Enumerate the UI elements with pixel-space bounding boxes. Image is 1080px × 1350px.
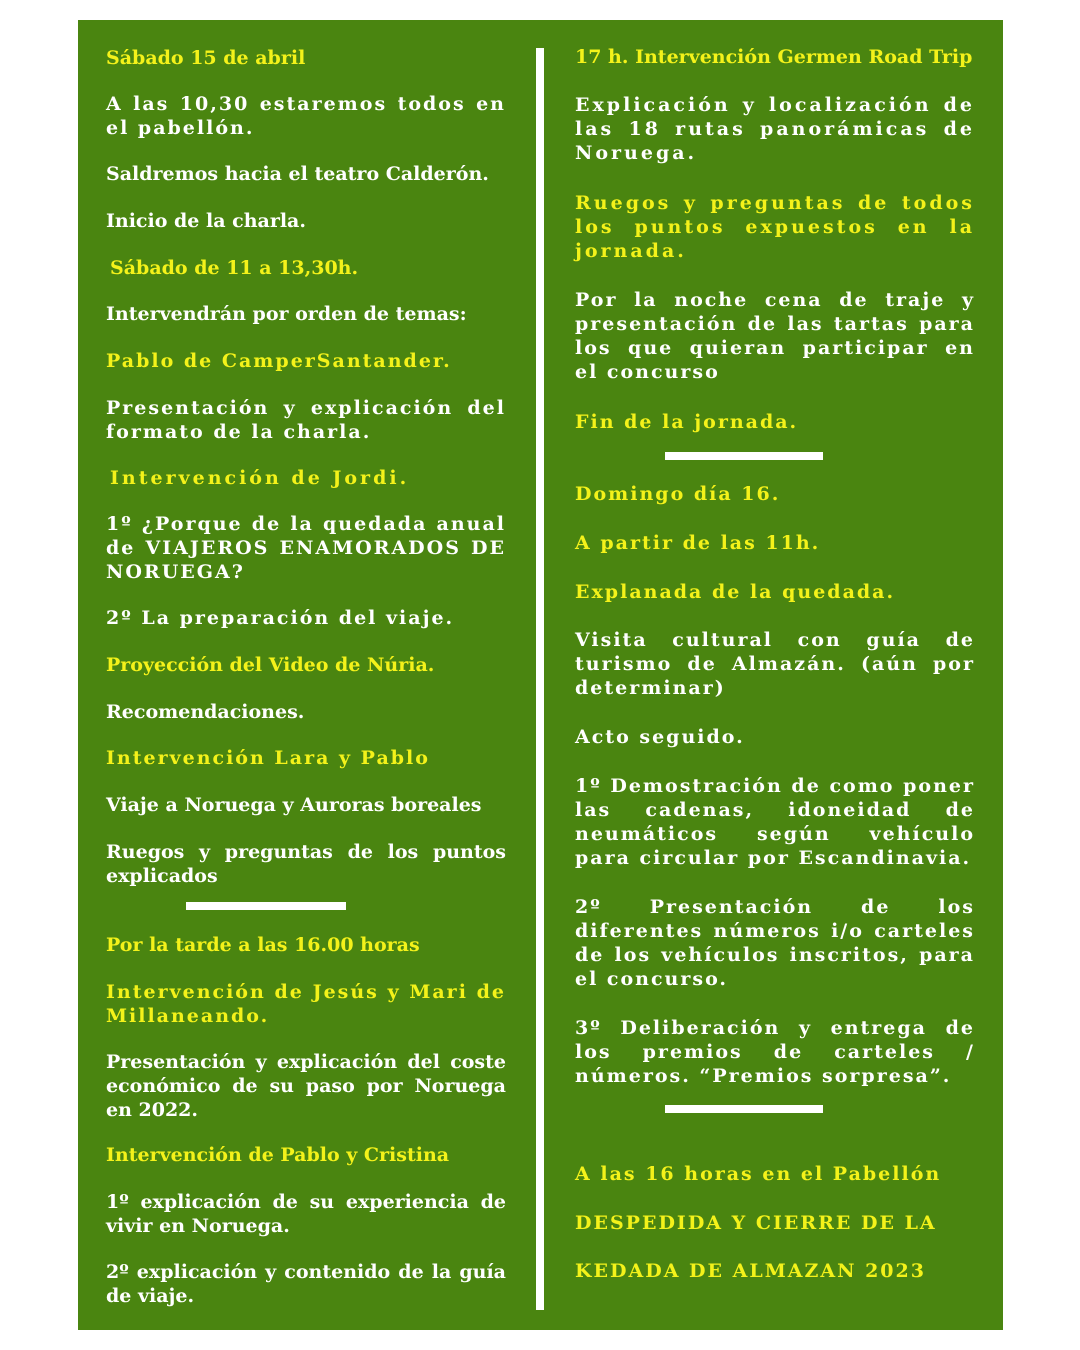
- afternoon-heading: Por la tarde a las 16.00 horas: [106, 934, 420, 956]
- germen-road-trip: 17 h. Intervención Germen Road Trip: [575, 46, 973, 68]
- aurora-trip: Viaje a Noruega y Auroras boreales: [106, 794, 482, 816]
- cost-presentation: Presentación y explicación del coste económico de su paso por Noruega en 2022.: [106, 1051, 506, 1121]
- saturday-heading: Sábado 15 de abril: [106, 47, 306, 69]
- farewell-time: A las 16 horas en el Pabellón: [575, 1163, 942, 1185]
- speaker-lara-pablo: Intervención Lara y Pablo: [106, 747, 430, 769]
- farewell-title: DESPEDIDA Y CIERRE DE LA: [575, 1212, 937, 1234]
- theatre-walk: Saldremos hacia el teatro Calderón.: [106, 163, 489, 185]
- column-divider: [536, 48, 544, 1310]
- speaker-millaneando: Intervención de Jesús y Mari de Millaneando.: [106, 981, 506, 1027]
- speakers-intro: Intervendrán por orden de temas:: [106, 303, 467, 325]
- panoramic-routes: Explicación y localización de las 18 rutas panorámicas de Noruega.: [575, 94, 975, 164]
- trip-preparation: 2º La preparación del viaje.: [106, 607, 455, 629]
- annual-meetup-question: 1º ¿Porque de la quedada anual de VIAJEROS ENAMORADOS DE NORUEGA?: [106, 513, 506, 583]
- speaker-pablo-cristina: Intervención de Pablo y Cristina: [106, 1144, 450, 1166]
- recommendations: Recomendaciones.: [106, 701, 305, 723]
- talk-start: Inicio de la charla.: [106, 210, 306, 232]
- sunday-start-time: A partir de las 11h.: [575, 532, 821, 554]
- next-up: Acto seguido.: [575, 726, 745, 748]
- sunday-heading: Domingo día 16.: [575, 483, 781, 505]
- program-panel: [78, 20, 1003, 1330]
- living-in-norway: 1º explicación de su experiencia de vivir en Noruega.: [106, 1191, 506, 1237]
- section-separator: [186, 902, 346, 910]
- vehicle-signs: 2º Presentación de los diferentes números i/o carteles de los vehículos inscritos, para el concurso.: [575, 896, 975, 990]
- end-of-day: Fin de la jornada.: [575, 411, 799, 433]
- meetup-esplanade: Explanada de la quedada.: [575, 581, 896, 603]
- travel-guide: 2º explicación y contenido de la guía de viaje.: [106, 1261, 506, 1307]
- chains-demo: 1º Demostración de como poner las cadenas, idoneidad de neumáticos según vehículo para circular por Escandinavia.: [575, 775, 975, 869]
- section-separator-right: [665, 452, 823, 460]
- video-projection: Proyección del Video de Núria.: [106, 654, 435, 676]
- questions-explained: Ruegos y preguntas de los puntos explicados: [106, 841, 506, 887]
- awards: 3º Deliberación y entrega de los premios de carteles / números. “Premios sorpresa”.: [575, 1017, 975, 1087]
- event-name: KEDADA DE ALMAZAN 2023: [575, 1260, 926, 1282]
- speaker-campersantander: Pablo de CamperSantander.: [106, 350, 452, 372]
- saturday-morning-heading: Sábado de 11 a 13,30h.: [110, 257, 359, 279]
- cultural-visit: Visita cultural con guía de turismo de Almazán. (aún por determinar): [575, 629, 975, 699]
- format-presentation: Presentación y explicación del formato de la charla.: [106, 397, 506, 443]
- speaker-jordi: Intervención de Jordi.: [110, 467, 410, 489]
- section-separator-right-2: [665, 1105, 823, 1113]
- costume-dinner: Por la noche cena de traje y presentación de las tartas para los que quieran participar en el concurso: [575, 289, 975, 383]
- meeting-time: A las 10,30 estaremos todos en el pabellón.: [106, 93, 506, 139]
- day-questions: Ruegos y preguntas de todos los puntos expuestos en la jornada.: [575, 192, 975, 262]
